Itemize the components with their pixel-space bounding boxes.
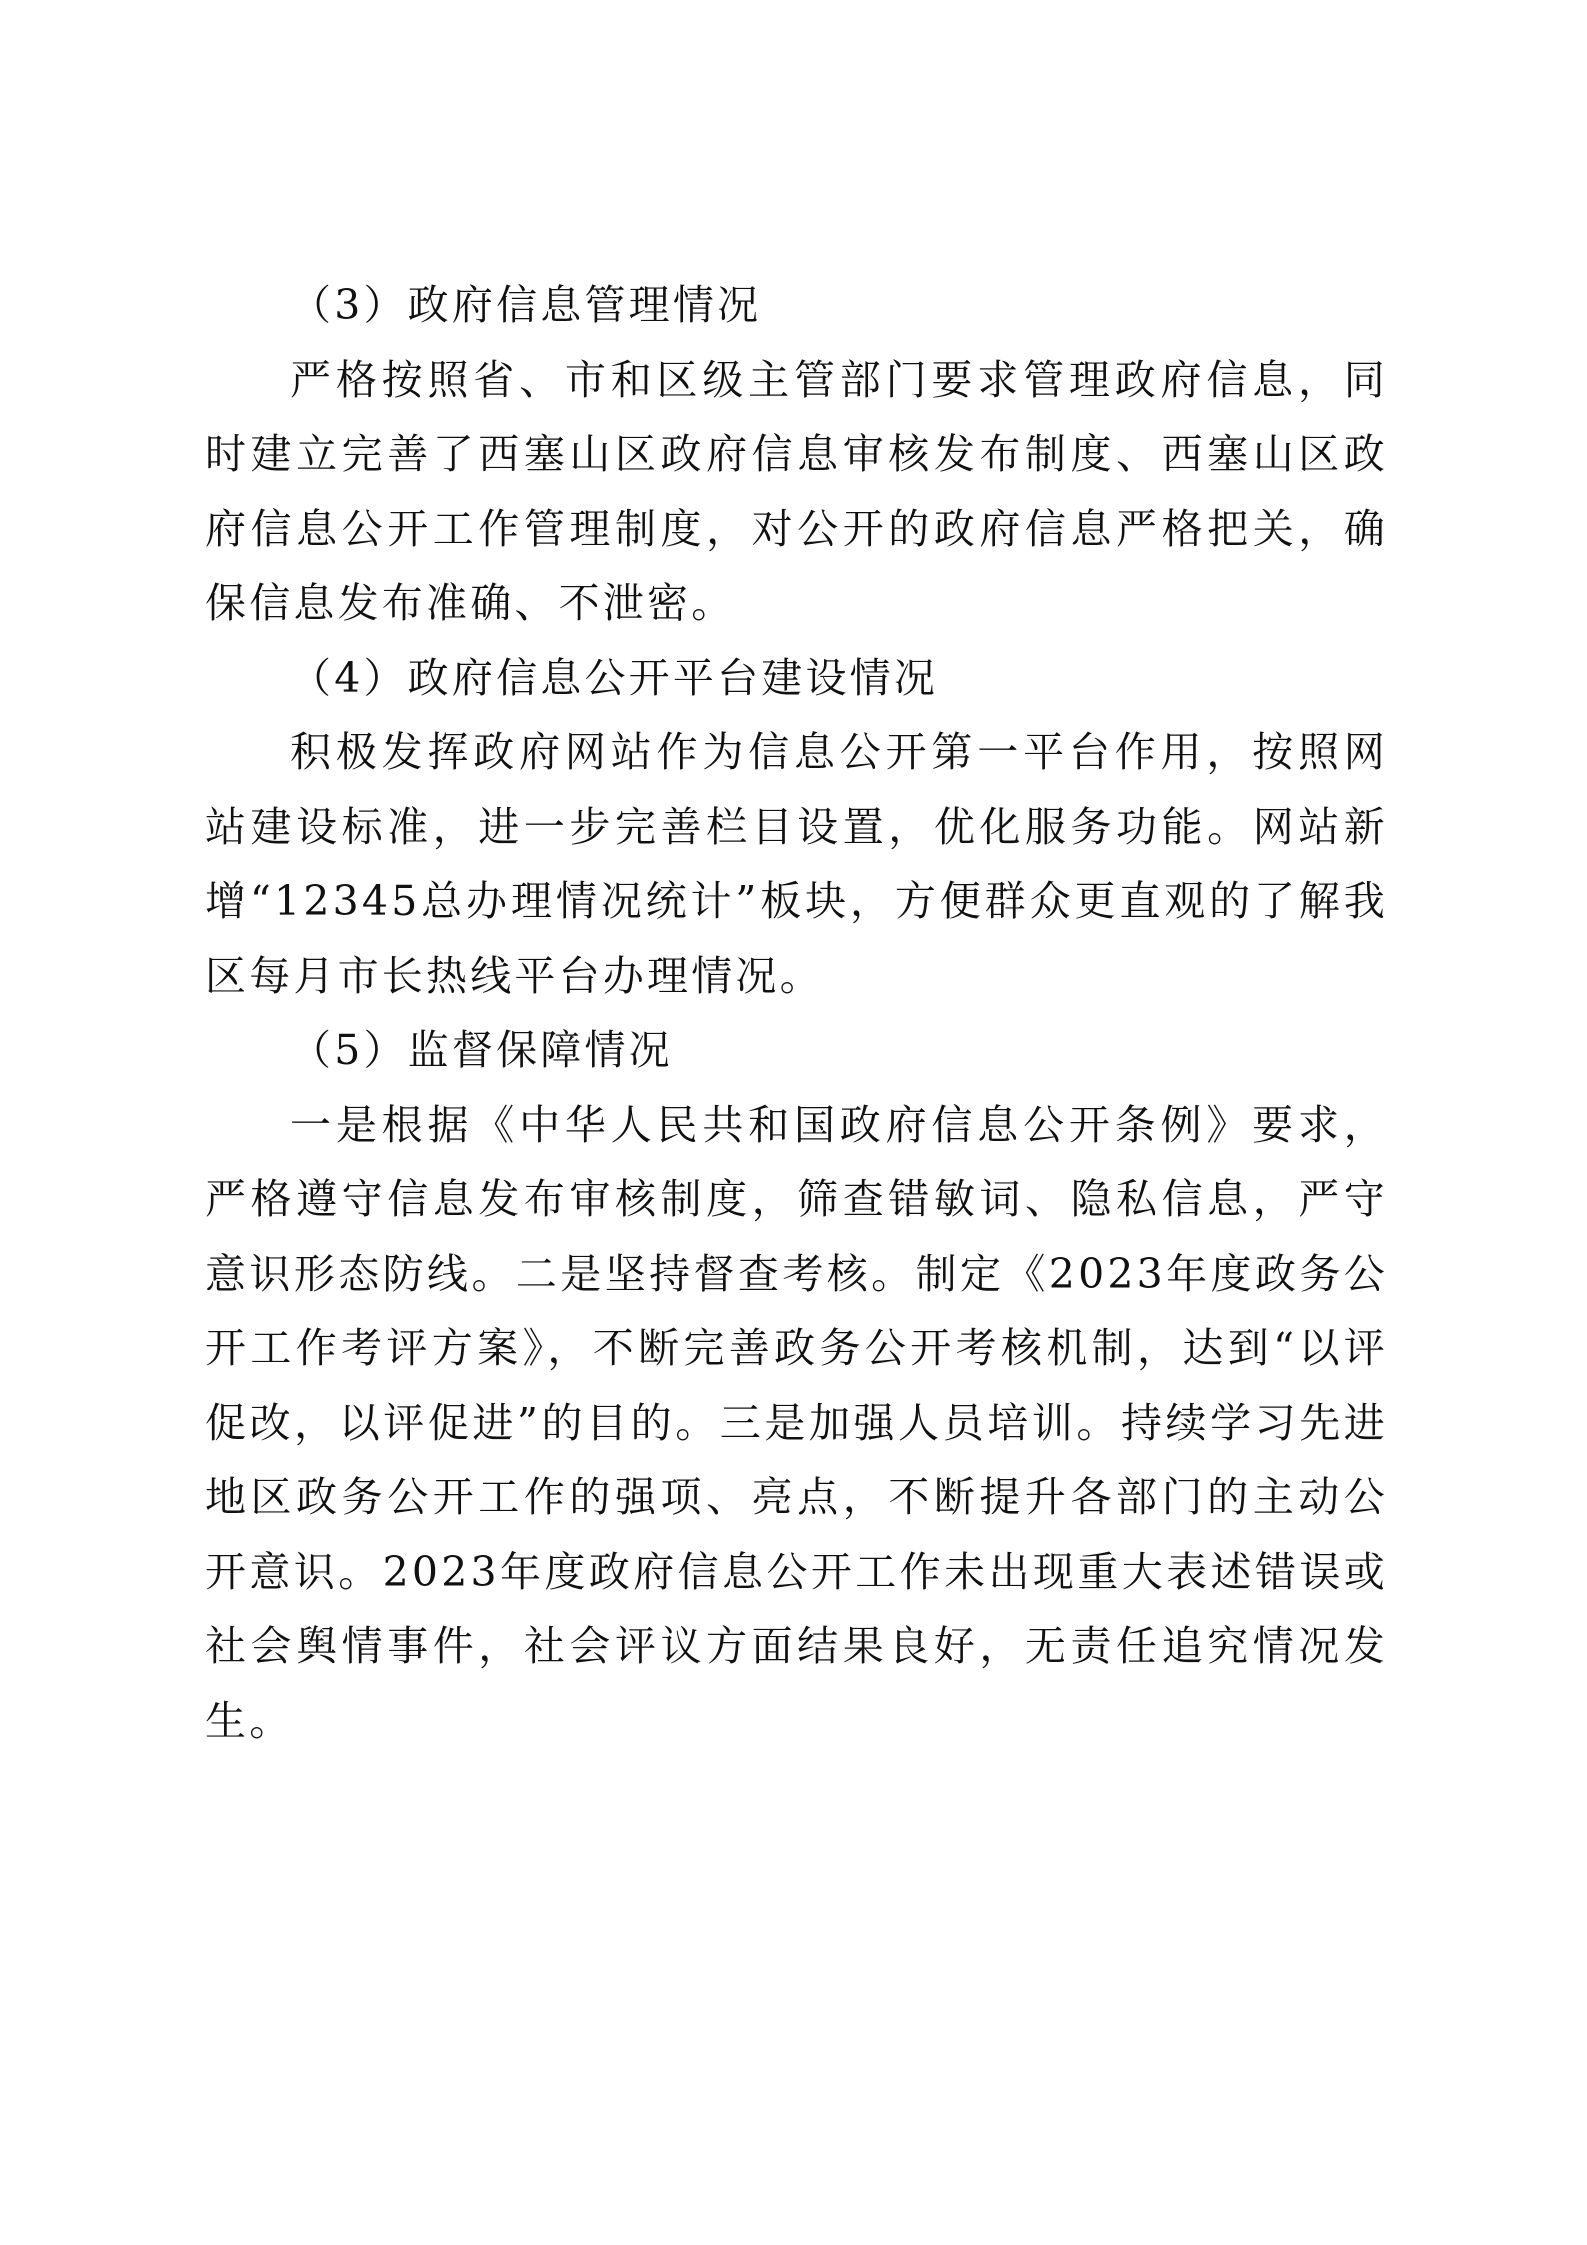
document-body — [205, 268, 1388, 1758]
section-heading-5: （5）监督保障情况 — [290, 1026, 673, 1074]
section-body-3: 严格按照省、市和区级主管部门要求管理政府信息，同时建立完善了西塞山区政府信息审核发布制度、西塞山区政府信息公开工作管理制度，对公开的政府信息严格把关，确保信息发布准确、不泄密。 — [205, 355, 1388, 627]
section-heading-4: （4）政府信息公开平台建设情况 — [290, 653, 939, 702]
section-body-4: 积极发挥政府网站作为信息公开第一平台作用，按照网站建设标准，进一步完善栏目设置，优化服务功能。网站新增“12345总办理情况统计”板块，方便群众更直观的了解我区每月市长热线平台办理情况。 — [205, 728, 1388, 1000]
section-body-5: 一是根据《中华人民共和国政府信息公开条例》要求，严格遵守信息发布审核制度，筛查错敏词、隐私信息，严守意识形态防线。二是坚持督查考核。制定《2023年度政务公开工作考评方案》，不断完善政务公开考核机制，达到“以评促改，以评促进”的目的。三是加强人员培训。持续学习先进地区政务公开工作的强项、亮点，不断提升各部门的主动公开意识。2023年度政府信息公开工作未出现重大表述错误或社会舆情事件，社会评议方面结果良好，无责任追究情况发生。 — [205, 1100, 1388, 1745]
section-heading-3: （3）政府信息管理情况 — [290, 281, 762, 329]
